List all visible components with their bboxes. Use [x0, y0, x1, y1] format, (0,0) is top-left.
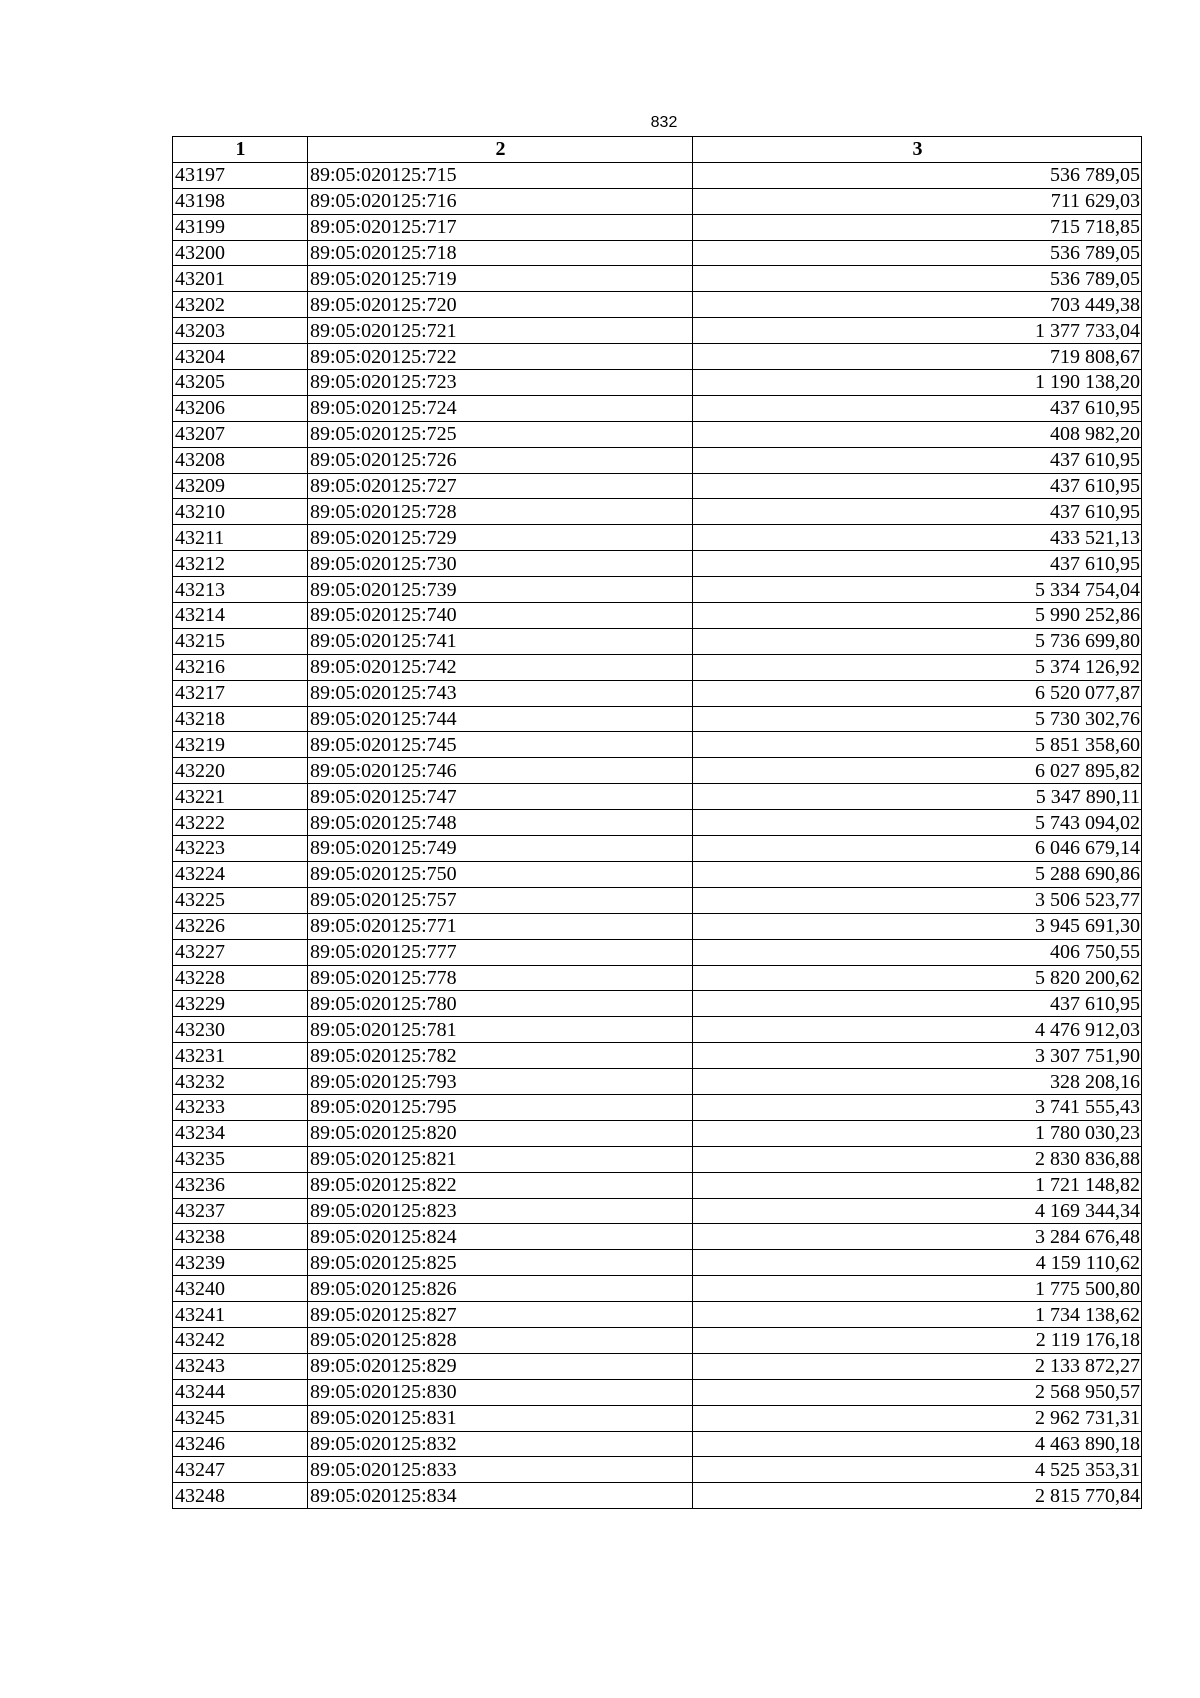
row-number-cell: 43213 [173, 577, 308, 603]
cadastral-number-cell: 89:05:020125:723 [308, 370, 693, 396]
table-row [173, 1172, 1142, 1198]
cadastral-value-cell: 4 159 110,62 [693, 1250, 1142, 1276]
table-row [173, 551, 1142, 577]
cadastral-value-cell: 5 736 699,80 [693, 628, 1142, 654]
row-number-cell: 43202 [173, 292, 308, 318]
row-number-cell: 43205 [173, 370, 308, 396]
cadastral-value-cell: 5 730 302,76 [693, 706, 1142, 732]
row-number-cell: 43236 [173, 1172, 308, 1198]
table-row [173, 577, 1142, 603]
cadastral-number-cell: 89:05:020125:724 [308, 395, 693, 421]
row-number-cell: 43239 [173, 1250, 308, 1276]
cadastral-number-cell: 89:05:020125:782 [308, 1043, 693, 1069]
table-row [173, 654, 1142, 680]
row-number-cell: 43203 [173, 318, 308, 344]
cadastral-number-cell: 89:05:020125:719 [308, 266, 693, 292]
table-row [173, 1224, 1142, 1250]
cadastral-value-cell: 1 734 138,62 [693, 1302, 1142, 1328]
row-number-cell: 43220 [173, 758, 308, 784]
cadastral-number-cell: 89:05:020125:747 [308, 784, 693, 810]
row-number-cell: 43198 [173, 188, 308, 214]
cadastral-value-cell: 719 808,67 [693, 344, 1142, 370]
table-row [173, 1302, 1142, 1328]
cadastral-value-cell: 5 743 094,02 [693, 810, 1142, 836]
cadastral-value-cell: 408 982,20 [693, 421, 1142, 447]
cadastral-number-cell: 89:05:020125:830 [308, 1379, 693, 1405]
cadastral-number-cell: 89:05:020125:780 [308, 991, 693, 1017]
table-row [173, 395, 1142, 421]
row-number-cell: 43214 [173, 603, 308, 629]
cadastral-value-cell: 2 133 872,27 [693, 1353, 1142, 1379]
cadastral-value-cell: 5 374 126,92 [693, 654, 1142, 680]
cadastral-value-cell: 1 377 733,04 [693, 318, 1142, 344]
cadastral-number-cell: 89:05:020125:720 [308, 292, 693, 318]
cadastral-value-cell: 3 741 555,43 [693, 1094, 1142, 1120]
row-number-cell: 43197 [173, 162, 308, 188]
table-row [173, 1094, 1142, 1120]
row-number-cell: 43248 [173, 1483, 308, 1509]
table-row [173, 1043, 1142, 1069]
cadastral-value-cell: 3 307 751,90 [693, 1043, 1142, 1069]
table-row [173, 421, 1142, 447]
row-number-cell: 43212 [173, 551, 308, 577]
table-row [173, 525, 1142, 551]
cadastral-value-cell: 5 334 754,04 [693, 577, 1142, 603]
cadastral-value-cell: 536 789,05 [693, 162, 1142, 188]
table-row [173, 1017, 1142, 1043]
table-row [173, 1327, 1142, 1353]
table-row [173, 1457, 1142, 1483]
cadastral-value-cell: 1 190 138,20 [693, 370, 1142, 396]
cadastral-number-cell: 89:05:020125:822 [308, 1172, 693, 1198]
cadastral-value-cell: 6 027 895,82 [693, 758, 1142, 784]
table-row [173, 887, 1142, 913]
table-row [173, 965, 1142, 991]
row-number-cell: 43210 [173, 499, 308, 525]
cadastral-value-cell: 1 721 148,82 [693, 1172, 1142, 1198]
cadastral-value-cell: 3 284 676,48 [693, 1224, 1142, 1250]
cadastral-number-cell: 89:05:020125:741 [308, 628, 693, 654]
row-number-cell: 43229 [173, 991, 308, 1017]
cadastral-number-cell: 89:05:020125:740 [308, 603, 693, 629]
cadastral-number-cell: 89:05:020125:821 [308, 1146, 693, 1172]
cadastral-number-cell: 89:05:020125:829 [308, 1353, 693, 1379]
row-number-cell: 43218 [173, 706, 308, 732]
cadastral-number-cell: 89:05:020125:749 [308, 836, 693, 862]
cadastral-value-cell: 4 476 912,03 [693, 1017, 1142, 1043]
cadastral-number-cell: 89:05:020125:745 [308, 732, 693, 758]
cadastral-value-cell: 5 347 890,11 [693, 784, 1142, 810]
row-number-cell: 43232 [173, 1069, 308, 1095]
cadastral-number-cell: 89:05:020125:750 [308, 861, 693, 887]
cadastral-number-cell: 89:05:020125:742 [308, 654, 693, 680]
cadastral-value-cell: 5 990 252,86 [693, 603, 1142, 629]
table-row [173, 861, 1142, 887]
cadastral-number-cell: 89:05:020125:771 [308, 913, 693, 939]
table-row [173, 732, 1142, 758]
row-number-cell: 43242 [173, 1327, 308, 1353]
cadastral-value-cell: 437 610,95 [693, 473, 1142, 499]
cadastral-value-cell: 328 208,16 [693, 1069, 1142, 1095]
cadastral-number-cell: 89:05:020125:728 [308, 499, 693, 525]
cadastral-number-cell: 89:05:020125:832 [308, 1431, 693, 1457]
row-number-cell: 43215 [173, 628, 308, 654]
table-row [173, 1276, 1142, 1302]
table-row [173, 318, 1142, 344]
table-row [173, 370, 1142, 396]
cadastral-number-cell: 89:05:020125:833 [308, 1457, 693, 1483]
cadastral-number-cell: 89:05:020125:721 [308, 318, 693, 344]
table-row [173, 1120, 1142, 1146]
row-number-cell: 43233 [173, 1094, 308, 1120]
table-row [173, 447, 1142, 473]
cadastral-number-cell: 89:05:020125:739 [308, 577, 693, 603]
cadastral-number-cell: 89:05:020125:743 [308, 680, 693, 706]
table-row [173, 680, 1142, 706]
row-number-cell: 43227 [173, 939, 308, 965]
row-number-cell: 43208 [173, 447, 308, 473]
table-row [173, 758, 1142, 784]
table-row [173, 836, 1142, 862]
row-number-cell: 43216 [173, 654, 308, 680]
cadastral-number-cell: 89:05:020125:748 [308, 810, 693, 836]
column-header-1: 1 [173, 137, 308, 163]
cadastral-number-cell: 89:05:020125:746 [308, 758, 693, 784]
cadastral-value-table [172, 136, 1142, 1509]
cadastral-value-cell: 3 506 523,77 [693, 887, 1142, 913]
cadastral-number-cell: 89:05:020125:757 [308, 887, 693, 913]
cadastral-value-cell: 536 789,05 [693, 266, 1142, 292]
row-number-cell: 43235 [173, 1146, 308, 1172]
cadastral-value-cell: 2 830 836,88 [693, 1146, 1142, 1172]
table-row [173, 1379, 1142, 1405]
cadastral-value-cell: 4 463 890,18 [693, 1431, 1142, 1457]
table-row [173, 784, 1142, 810]
row-number-cell: 43199 [173, 214, 308, 240]
cadastral-value-cell: 6 520 077,87 [693, 680, 1142, 706]
table-row [173, 162, 1142, 188]
row-number-cell: 43224 [173, 861, 308, 887]
cadastral-value-cell: 715 718,85 [693, 214, 1142, 240]
table-row [173, 214, 1142, 240]
row-number-cell: 43206 [173, 395, 308, 421]
cadastral-value-cell: 437 610,95 [693, 447, 1142, 473]
table-row [173, 1069, 1142, 1095]
table-row [173, 473, 1142, 499]
page-number: 832 [650, 114, 678, 131]
table-row [173, 1198, 1142, 1224]
row-number-cell: 43230 [173, 1017, 308, 1043]
row-number-cell: 43245 [173, 1405, 308, 1431]
row-number-cell: 43228 [173, 965, 308, 991]
cadastral-value-cell: 2 119 176,18 [693, 1327, 1142, 1353]
table-row [173, 266, 1142, 292]
cadastral-value-cell: 406 750,55 [693, 939, 1142, 965]
cadastral-value-cell: 703 449,38 [693, 292, 1142, 318]
cadastral-number-cell: 89:05:020125:716 [308, 188, 693, 214]
cadastral-number-cell: 89:05:020125:729 [308, 525, 693, 551]
row-number-cell: 43219 [173, 732, 308, 758]
cadastral-number-cell: 89:05:020125:718 [308, 240, 693, 266]
row-number-cell: 43231 [173, 1043, 308, 1069]
row-number-cell: 43241 [173, 1302, 308, 1328]
cadastral-value-cell: 4 525 353,31 [693, 1457, 1142, 1483]
table-row [173, 344, 1142, 370]
row-number-cell: 43237 [173, 1198, 308, 1224]
row-number-cell: 43209 [173, 473, 308, 499]
cadastral-number-cell: 89:05:020125:744 [308, 706, 693, 732]
cadastral-number-cell: 89:05:020125:827 [308, 1302, 693, 1328]
row-number-cell: 43217 [173, 680, 308, 706]
row-number-cell: 43238 [173, 1224, 308, 1250]
table-row [173, 1431, 1142, 1457]
table-row [173, 240, 1142, 266]
row-number-cell: 43201 [173, 266, 308, 292]
table-row [173, 628, 1142, 654]
cadastral-number-cell: 89:05:020125:722 [308, 344, 693, 370]
cadastral-number-cell: 89:05:020125:778 [308, 965, 693, 991]
cadastral-number-cell: 89:05:020125:725 [308, 421, 693, 447]
cadastral-value-cell: 2 962 731,31 [693, 1405, 1142, 1431]
table-row [173, 939, 1142, 965]
table-row [173, 1483, 1142, 1509]
cadastral-number-cell: 89:05:020125:795 [308, 1094, 693, 1120]
table-row [173, 1146, 1142, 1172]
row-number-cell: 43225 [173, 887, 308, 913]
cadastral-number-cell: 89:05:020125:820 [308, 1120, 693, 1146]
cadastral-value-cell: 6 046 679,14 [693, 836, 1142, 862]
cadastral-number-cell: 89:05:020125:727 [308, 473, 693, 499]
cadastral-number-cell: 89:05:020125:831 [308, 1405, 693, 1431]
cadastral-number-cell: 89:05:020125:834 [308, 1483, 693, 1509]
table-row [173, 499, 1142, 525]
table-row [173, 292, 1142, 318]
table-row [173, 991, 1142, 1017]
cadastral-value-cell: 2 568 950,57 [693, 1379, 1142, 1405]
cadastral-value-cell: 437 610,95 [693, 395, 1142, 421]
row-number-cell: 43234 [173, 1120, 308, 1146]
cadastral-number-cell: 89:05:020125:826 [308, 1276, 693, 1302]
cadastral-number-cell: 89:05:020125:730 [308, 551, 693, 577]
cadastral-number-cell: 89:05:020125:715 [308, 162, 693, 188]
table-body [173, 162, 1142, 1508]
row-number-cell: 43200 [173, 240, 308, 266]
cadastral-number-cell: 89:05:020125:823 [308, 1198, 693, 1224]
row-number-cell: 43226 [173, 913, 308, 939]
row-number-cell: 43240 [173, 1276, 308, 1302]
cadastral-value-cell: 4 169 344,34 [693, 1198, 1142, 1224]
table-header-row [173, 137, 1142, 163]
column-header-3: 3 [693, 137, 1142, 163]
row-number-cell: 43221 [173, 784, 308, 810]
table-row [173, 603, 1142, 629]
table-row [173, 188, 1142, 214]
row-number-cell: 43246 [173, 1431, 308, 1457]
table-row [173, 1353, 1142, 1379]
table-row [173, 913, 1142, 939]
table-row [173, 1405, 1142, 1431]
row-number-cell: 43223 [173, 836, 308, 862]
row-number-cell: 43222 [173, 810, 308, 836]
row-number-cell: 43207 [173, 421, 308, 447]
cadastral-number-cell: 89:05:020125:824 [308, 1224, 693, 1250]
cadastral-value-cell: 5 851 358,60 [693, 732, 1142, 758]
cadastral-number-cell: 89:05:020125:825 [308, 1250, 693, 1276]
table-row [173, 810, 1142, 836]
cadastral-number-cell: 89:05:020125:828 [308, 1327, 693, 1353]
cadastral-value-cell: 433 521,13 [693, 525, 1142, 551]
cadastral-value-cell: 711 629,03 [693, 188, 1142, 214]
row-number-cell: 43244 [173, 1379, 308, 1405]
cadastral-value-cell: 437 610,95 [693, 551, 1142, 577]
row-number-cell: 43243 [173, 1353, 308, 1379]
column-header-2: 2 [308, 137, 693, 163]
cadastral-value-cell: 437 610,95 [693, 499, 1142, 525]
row-number-cell: 43211 [173, 525, 308, 551]
cadastral-value-cell: 536 789,05 [693, 240, 1142, 266]
table-row [173, 1250, 1142, 1276]
cadastral-value-cell: 3 945 691,30 [693, 913, 1142, 939]
row-number-cell: 43204 [173, 344, 308, 370]
cadastral-number-cell: 89:05:020125:777 [308, 939, 693, 965]
cadastral-number-cell: 89:05:020125:793 [308, 1069, 693, 1095]
cadastral-number-cell: 89:05:020125:717 [308, 214, 693, 240]
cadastral-value-cell: 1 780 030,23 [693, 1120, 1142, 1146]
cadastral-number-cell: 89:05:020125:781 [308, 1017, 693, 1043]
cadastral-value-cell: 437 610,95 [693, 991, 1142, 1017]
table-row [173, 706, 1142, 732]
cadastral-number-cell: 89:05:020125:726 [308, 447, 693, 473]
cadastral-value-cell: 1 775 500,80 [693, 1276, 1142, 1302]
cadastral-value-cell: 5 288 690,86 [693, 861, 1142, 887]
cadastral-value-cell: 2 815 770,84 [693, 1483, 1142, 1509]
row-number-cell: 43247 [173, 1457, 308, 1483]
cadastral-value-cell: 5 820 200,62 [693, 965, 1142, 991]
